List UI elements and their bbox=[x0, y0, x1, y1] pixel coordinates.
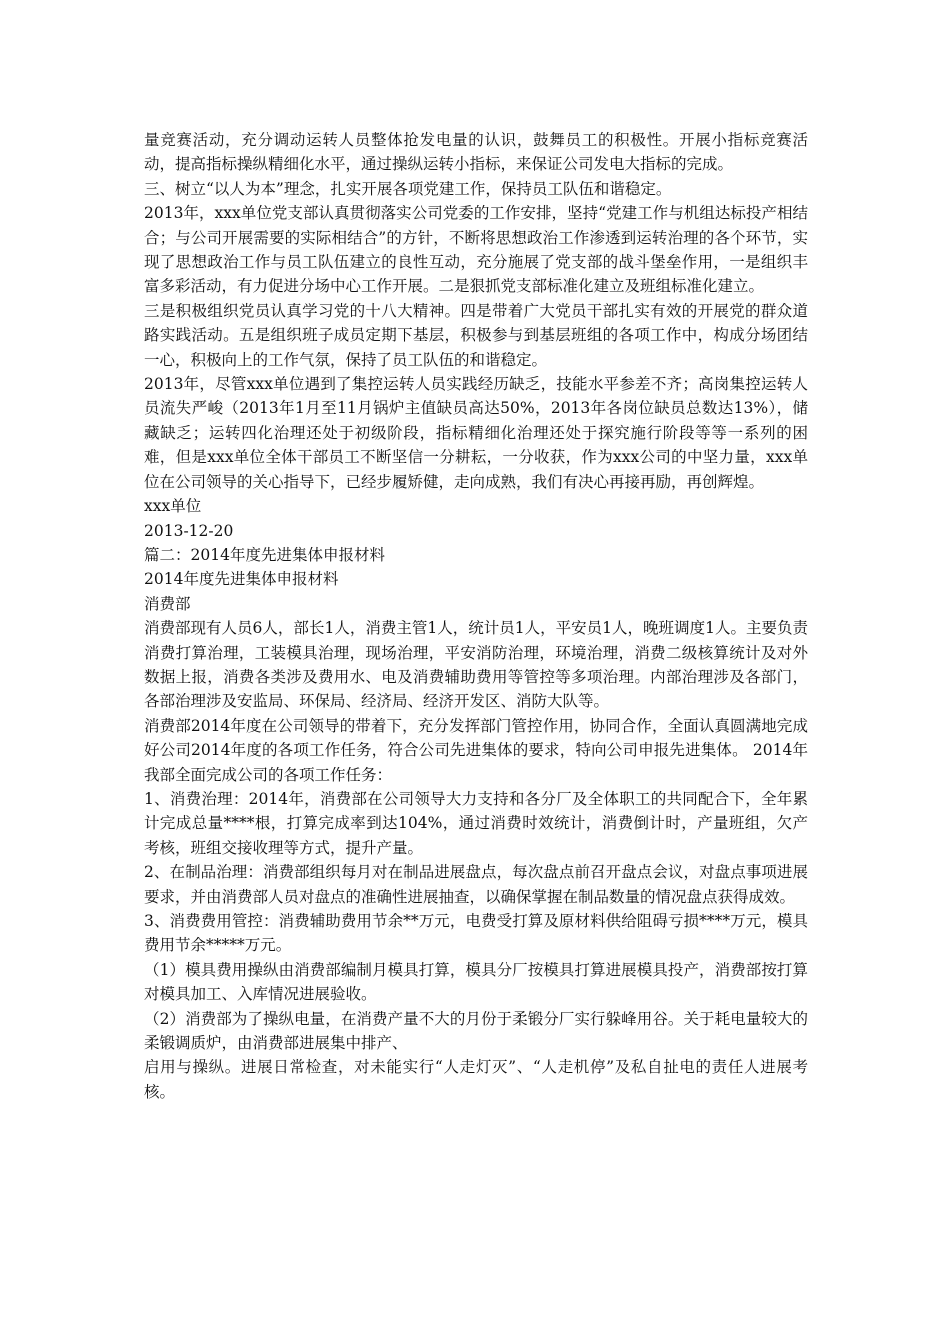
subitem-mold-cost: （1）模具费用操纵由消费部编制月模具打算，模具分厂按模具打算进展模具投产，消费部按打算对模具加工、入库情况进展验收。 bbox=[144, 960, 808, 1004]
signature-date: 2013-12-20 bbox=[144, 521, 234, 540]
department-name: 消费部 bbox=[144, 594, 191, 613]
item-wip-management: 2、在制品治理：消费部组织每月对在制品进展盘点，每次盘点前召开盘点会议，对盘点事项进展要求，并由消费部人员对盘点的准确性进展抽查，以确保掌握在制品数量的情况盘点获得成效。 bbox=[144, 863, 808, 906]
paragraph-party-study: 三是积极组织党员认真学习党的十八大精神。四是带着广大党员干部扎实有效的开展党的群众道路实践活动。五是组织班子成员定期下基层，积极参与到基层班组的各项工作中，构成分场团结一心，积极向上的工作气氛，保持了员工队伍的和谐稳定。 bbox=[144, 301, 808, 369]
paragraph-party-branch: 2013年，xxx单位党支部认真贯彻落实公司党委的工作安排，坚持“党建工作与机组达标投产相结合；与公司开展需要的实际相结合”的方针，不断将思想政治工作渗透到运转治理的各个环节，实现了思想政治工作与员工队伍建立的良性互动，充分施展了党支部的战斗堡垒作用，一是组织丰富多彩活动，有力促进分场中心工作开展。二是狠抓党支部标准化建立及班组标准化建立。 bbox=[144, 204, 808, 296]
article-two-title: 篇二：2014年度先进集体申报材料 bbox=[144, 545, 385, 564]
section-heading-three: 三、树立“以人为本”理念，扎实开展各项党建工作，保持员工队伍和谐稳定。 bbox=[144, 179, 672, 198]
paragraph-inspection: 启用与操纵。进展日常检查，对未能实行“人走灯灭”、“人走机停”及私自扯电的责任人进展考核。 bbox=[144, 1058, 808, 1101]
signature-unit: xxx单位 bbox=[144, 497, 202, 516]
paragraph-competition: 量竞赛活动，充分调动运转人员整体抢发电量的认识，鼓舞员工的积极性。开展小指标竞赛活动，提高指标操纵精细化水平，通过操纵运转小指标，来保证公司发电大指标的完成。 bbox=[144, 131, 808, 174]
paragraph-difficulties: 2013年，尽管xxx单位遇到了集控运转人员实践经历缺乏，技能水平参差不齐；高岗集控运转人员流失严峻（2013年1月至11月锅炉主值缺员高达50%，2013年各岗位缺员总数达13%），储藏缺乏；运转四化治理还处于初级阶段，指标精细化治理还处于探究施行阶段等等一系列的困难，但是xxx单位全体干部员工不断坚信一分耕耘，一分收获，作为xxx公司的中坚力量，xxx单位在公司领导的关心指导下，已经步履矫健，走向成熟，我们有决心再接再励，再创辉煌。 bbox=[144, 375, 808, 491]
paragraph-annual-summary: 消费部2014年度在公司领导的带着下，充分发挥部门管控作用，协同合作，全面认真圆满地完成好公司2014年度的各项工作任务，符合公司先进集体的要求，特向公司申报先进集体。 2014年我部全面完成公司的各项工作任务： bbox=[144, 716, 808, 784]
document-title: 2014年度先进集体申报材料 bbox=[144, 570, 339, 589]
paragraph-department-staff: 消费部现有人员6人，部长1人，消费主管1人，统计员1人，平安员1人，晚班调度1人。主要负责消费打算治理，工装模具治理，现场治理，平安消防治理，环境治理，消费二级核算统计及对外数据上报，消费各类涉及费用水、电及消费辅助费用等管控等多项治理。内部治理涉及各部门，各部治理涉及安监局、环保局、经济局、经济开发区、消防大队等。 bbox=[144, 619, 808, 711]
item-production-management: 1、消费治理：2014年，消费部在公司领导大力支持和各分厂及全体职工的共同配合下，全年累计完成总量****根，打算完成率到达104%，通过消费时效统计，消费倒计时，产量班组，欠产考核，班组交接收理等方式，提升产量。 bbox=[144, 789, 808, 857]
subitem-electricity: （2）消费部为了操纵电量，在消费产量不大的月份于柔锻分厂实行躲峰用谷。关于耗电量较大的柔锻调质炉，由消费部进展集中排产、 bbox=[144, 1009, 808, 1053]
item-cost-control: 3、消费费用管控：消费辅助费用节余**万元，电费受打算及原材料供给阻碍亏损****万元，模具费用节余*****万元。 bbox=[144, 912, 808, 955]
document-body bbox=[144, 128, 808, 1104]
